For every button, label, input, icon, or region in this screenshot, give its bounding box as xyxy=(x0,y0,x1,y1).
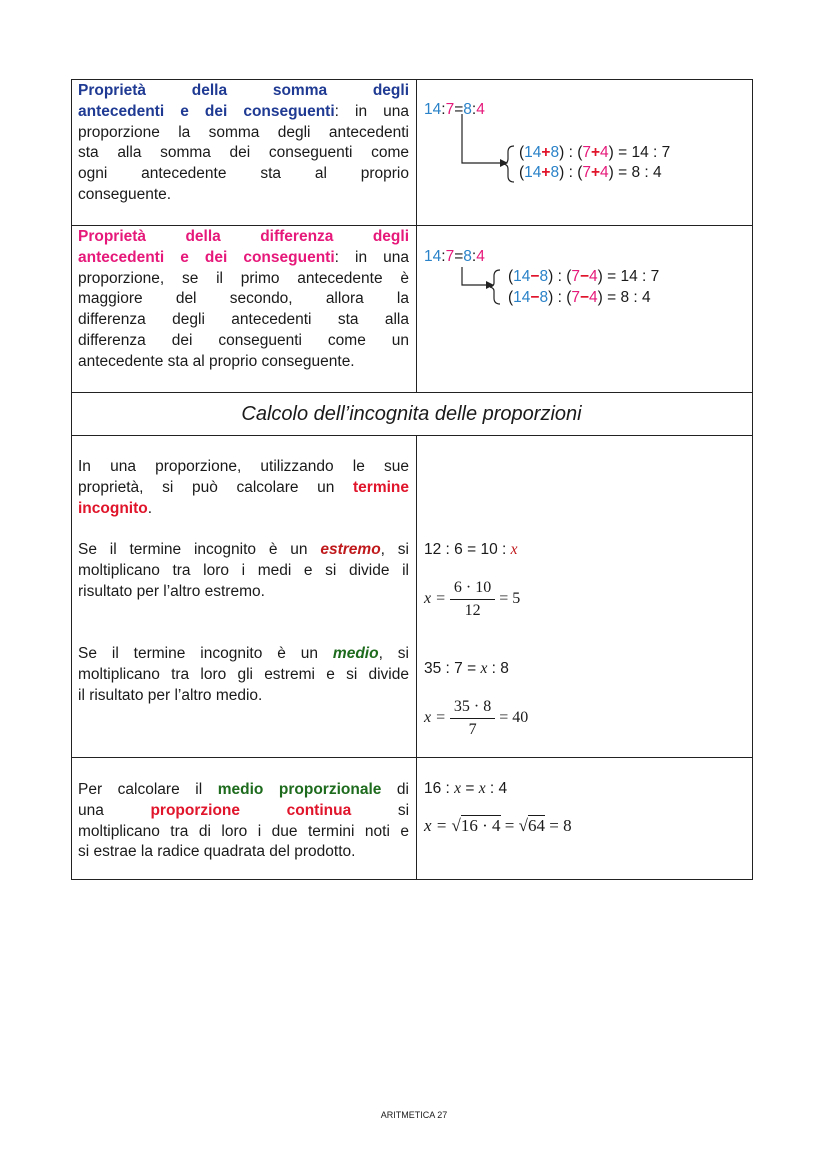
mean-example-proportion: 35 : 7 = x : 8 xyxy=(424,660,509,677)
square-root-icon: √ xyxy=(518,816,528,835)
unknown-mean-text xyxy=(78,644,409,706)
difference-equation-1: (14−8) : (7−4) = 14 : 7 xyxy=(508,268,660,285)
text-segment: proporzione, se il primo antecedente è xyxy=(78,269,409,287)
sum-equation-1: (14+8) : (7+4) = 14 : 7 xyxy=(519,144,671,161)
text-segment: incognito xyxy=(78,499,148,517)
text-line xyxy=(78,331,409,352)
sum-property-text xyxy=(78,81,409,206)
text-line xyxy=(78,780,409,801)
text-segment: , si xyxy=(380,541,409,558)
text-line xyxy=(78,289,409,310)
text-segment: termine xyxy=(353,478,409,496)
text-line xyxy=(78,123,409,144)
text-segment: si estrae la radice quadrata del prodotto. xyxy=(78,843,356,861)
text-line xyxy=(78,499,409,520)
text-segment: somma xyxy=(272,82,328,99)
text-segment: In una proporzione, utilizzando le sue xyxy=(78,458,409,475)
square-root-icon: √ xyxy=(451,816,461,835)
text-segment: una xyxy=(78,801,104,819)
extreme-example-proportion: 12 : 6 = 10 : x xyxy=(424,541,518,558)
text-segment: differenza xyxy=(260,228,334,245)
text-segment: conseguente. xyxy=(78,185,172,203)
text-segment: proprietà, si può calcolare un xyxy=(78,478,353,496)
text-segment: di xyxy=(381,781,409,798)
text-segment: degli xyxy=(372,228,409,245)
text-segment: antecedente sta al proprio conseguente. xyxy=(78,352,355,370)
text-segment: moltiplicano tra loro gli estremi e si divide xyxy=(78,665,409,683)
text-segment: ogni antecedente sta al proprio xyxy=(78,165,409,183)
text-line xyxy=(78,185,409,206)
page-footer: ARITMETICA 27 xyxy=(380,1110,448,1120)
text-segment: Proprietà xyxy=(78,228,147,245)
text-segment: : in una xyxy=(334,248,409,266)
text-segment: moltiplicano tra loro i medi e si divide il xyxy=(78,561,409,579)
text-line xyxy=(78,143,409,164)
text-segment: maggiore del secondo, allora la xyxy=(78,290,409,308)
text-segment: Se il termine incognito è un xyxy=(78,541,321,558)
text-line xyxy=(78,644,409,665)
section-title: Calcolo dell’incognita delle proporzioni xyxy=(241,403,582,425)
unknown-extreme-text xyxy=(78,540,409,602)
text-segment: . xyxy=(147,499,153,517)
text-segment: proporzione la somma degli antecedenti xyxy=(78,123,409,141)
geometric-mean-text xyxy=(78,780,409,863)
text-segment: della xyxy=(191,82,228,99)
text-segment: moltiplicano tra di loro i due termini noti e xyxy=(78,822,409,840)
text-segment: medio xyxy=(332,645,379,662)
text-segment: il risultato per l’altro medio. xyxy=(78,686,263,704)
text-line xyxy=(78,561,409,582)
text-line xyxy=(78,310,409,331)
sum-example-proportion: 14:7=8:4 xyxy=(424,101,485,118)
text-segment: sta alla somma dei conseguenti come xyxy=(78,144,409,162)
text-line xyxy=(78,801,409,822)
text-line xyxy=(78,227,409,248)
text-line xyxy=(78,686,409,707)
text-segment: si xyxy=(397,801,410,819)
sum-equation-2: (14+8) : (7+4) = 8 : 4 xyxy=(519,164,662,181)
text-line xyxy=(78,248,409,269)
text-segment: differenza dei conseguenti come un xyxy=(78,331,409,349)
text-line xyxy=(78,540,409,561)
text-segment: Per calcolare il xyxy=(78,781,218,798)
text-segment: medio proporzionale xyxy=(217,781,382,798)
difference-property-text xyxy=(78,227,409,373)
text-segment: continua xyxy=(286,801,352,819)
text-segment: Proprietà xyxy=(78,82,147,99)
text-segment: , si xyxy=(378,645,409,662)
text-segment: Se il termine incognito è un xyxy=(78,645,333,662)
extreme-solution: x = $\frac{6 \cdot 10}{12}$ = 5 xyxy=(424,578,521,619)
geometric-mean-solution: x = √16 · 4 = √64 = 8 xyxy=(424,816,572,835)
difference-example-proportion: 14:7=8:4 xyxy=(424,248,485,265)
text-segment: antecedenti e dei conseguenti xyxy=(78,248,335,266)
text-line xyxy=(78,269,409,290)
continuous-proportion-example: 16 : x = x : 4 xyxy=(424,780,508,797)
text-line xyxy=(78,81,409,102)
text-line xyxy=(78,665,409,686)
text-line xyxy=(78,582,409,603)
unknown-intro-text xyxy=(78,457,409,519)
text-segment: antecedenti e dei conseguenti xyxy=(78,102,335,120)
difference-equation-2: (14−8) : (7−4) = 8 : 4 xyxy=(508,289,651,306)
mean-solution: x = $\frac{35 \cdot 8}{7}$ = 40 xyxy=(424,697,529,738)
text-segment: degli xyxy=(372,82,409,99)
text-line xyxy=(78,102,409,123)
text-line xyxy=(78,478,409,499)
text-segment: proporzione xyxy=(150,801,241,819)
text-line xyxy=(78,457,409,478)
text-line xyxy=(78,822,409,843)
text-segment: differenza degli antecedenti sta alla xyxy=(78,311,409,329)
text-segment: risultato per l’altro estremo. xyxy=(78,582,265,600)
text-segment: della xyxy=(185,228,221,245)
text-line xyxy=(78,164,409,185)
text-line xyxy=(78,842,409,863)
text-line xyxy=(78,352,409,373)
text-segment: : in una xyxy=(334,102,409,120)
text-segment: estremo xyxy=(320,541,381,558)
